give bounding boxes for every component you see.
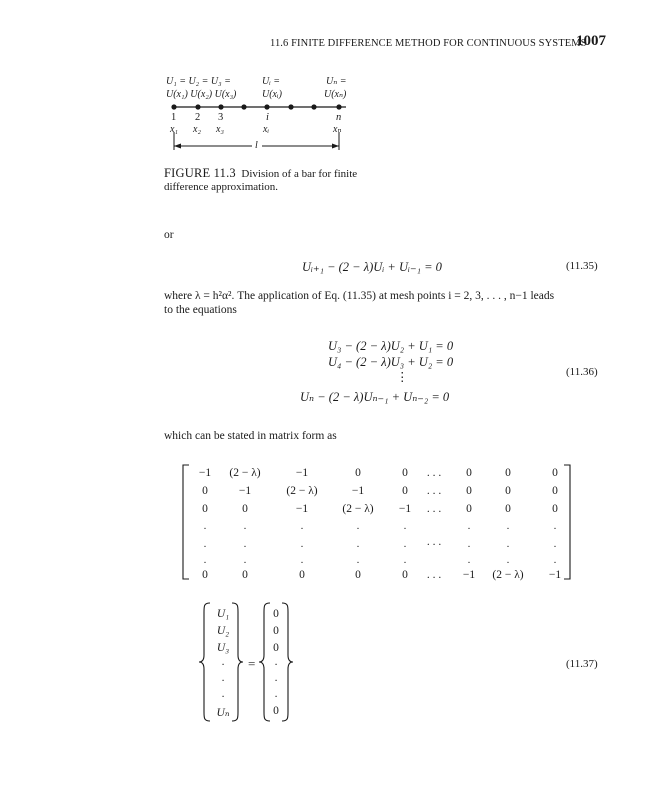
matrix-dot: . bbox=[506, 521, 510, 532]
arrow-left bbox=[174, 144, 181, 149]
matrix-cell: −1 bbox=[295, 503, 309, 515]
figure-caption-text: Division of a bar for finite difference approximation. bbox=[164, 168, 358, 193]
or-text: or bbox=[164, 229, 174, 241]
figure-number: FIGURE 11.3 bbox=[164, 166, 236, 180]
node-x-i: xᵢ bbox=[263, 124, 270, 135]
bar-line-svg bbox=[160, 98, 360, 158]
matrix-dot: . bbox=[553, 539, 557, 550]
equation-number-11-35: (11.35) bbox=[566, 260, 598, 272]
fig-label-top1-c: Uₙ = bbox=[326, 76, 347, 87]
matrix-dot: . bbox=[356, 539, 360, 550]
vector-zero-entry: 0 bbox=[273, 608, 279, 620]
equation-number-11-37: (11.37) bbox=[566, 658, 598, 670]
matrix-dot: . bbox=[300, 539, 304, 550]
matrix-cell: −1 bbox=[198, 467, 212, 479]
matrix-cell: . . . bbox=[426, 503, 442, 515]
page-number: 1007 bbox=[576, 33, 606, 49]
matrix-cell: 0 bbox=[355, 467, 361, 479]
matrix-cell: 0 bbox=[402, 467, 408, 479]
node-number-3: 3 bbox=[218, 112, 224, 123]
fig-label-top2-a: U(x₁) U(x₂) U(x₃) bbox=[166, 89, 237, 100]
matrix-cell: 0 bbox=[552, 503, 558, 515]
matrix-dot: . bbox=[243, 555, 247, 566]
node-x-3: x₃ bbox=[216, 124, 224, 135]
matrix-cell: 0 bbox=[402, 569, 408, 581]
arrow-right bbox=[332, 144, 339, 149]
matrix-dot: . bbox=[203, 539, 207, 550]
vector-u-entry: U₂ bbox=[216, 625, 230, 637]
u-left-brace bbox=[199, 603, 210, 721]
equation-11-36-vdots: ⋮ bbox=[396, 370, 409, 384]
matrix-cell: 0 bbox=[505, 485, 511, 497]
figure-bar-diagram bbox=[0, 0, 645, 160]
matrix-dot: . bbox=[403, 521, 407, 532]
matrix-dot: . bbox=[356, 521, 360, 532]
matrix-dot: . bbox=[300, 521, 304, 532]
node-x-n: xₙ bbox=[333, 124, 342, 135]
matrix-dot: . bbox=[356, 555, 360, 566]
node-7 bbox=[311, 104, 316, 109]
node-4 bbox=[241, 104, 246, 109]
matrix-cell: 0 bbox=[242, 569, 248, 581]
matrix-dot: . bbox=[403, 555, 407, 566]
matrix-cell: −1 bbox=[295, 467, 309, 479]
matrix-cell: 0 bbox=[552, 485, 558, 497]
matrix-cell: 0 bbox=[202, 503, 208, 515]
vector-u-entry: . bbox=[221, 688, 225, 700]
paragraph-where-line2: to the equations bbox=[164, 304, 237, 316]
matrix-cell: −1 bbox=[398, 503, 412, 515]
fig-label-top1-b: Uᵢ = bbox=[262, 76, 281, 87]
equation-11-36-line2: U₄ − (2 − λ)U₃ + U₂ = 0 bbox=[328, 355, 454, 369]
matrix-cell: 0 bbox=[505, 467, 511, 479]
matrix-dot: . bbox=[203, 555, 207, 566]
vector-zero-entry: 0 bbox=[273, 642, 279, 654]
node-1 bbox=[171, 104, 176, 109]
vector-zero-entry: 0 bbox=[273, 705, 279, 717]
node-number-n: n bbox=[336, 112, 342, 123]
matrix-cell: (2 − λ) bbox=[342, 503, 374, 515]
vector-u-entry: U₃ bbox=[216, 642, 230, 654]
vector-zero-entry: . bbox=[274, 656, 278, 668]
running-head: 11.6 FINITE DIFFERENCE METHOD FOR CONTINUOUS SYSTEMS bbox=[270, 38, 587, 49]
matrix-left-bracket bbox=[183, 465, 189, 579]
equation-number-11-36: (11.36) bbox=[566, 366, 598, 378]
matrix-dot: . bbox=[553, 521, 557, 532]
node-3 bbox=[218, 104, 223, 109]
node-number-i: i bbox=[266, 112, 269, 123]
matrix-dot: . bbox=[243, 521, 247, 532]
node-x-1: x₁ bbox=[170, 124, 178, 135]
matrix-cell: . . . bbox=[426, 467, 442, 479]
matrix-cell: −1 bbox=[462, 569, 476, 581]
node-2 bbox=[195, 104, 200, 109]
matrix-cell: 0 bbox=[402, 485, 408, 497]
vector-u-entry: Uₙ bbox=[216, 707, 230, 719]
matrix-cell: 0 bbox=[466, 467, 472, 479]
matrix-dot: . bbox=[553, 555, 557, 566]
matrix-cell: 0 bbox=[202, 485, 208, 497]
matrix-intro-text: which can be stated in matrix form as bbox=[164, 430, 337, 442]
matrix-cell: −1 bbox=[351, 485, 365, 497]
bar-length-label: l bbox=[255, 140, 258, 151]
matrix-dot: . bbox=[203, 521, 207, 532]
vector-zero-entry: . bbox=[274, 688, 278, 700]
matrix-cell: 0 bbox=[505, 503, 511, 515]
node-number-2: 2 bbox=[195, 112, 201, 123]
equation-11-36-line1: U₃ − (2 − λ)U₂ + U₁ = 0 bbox=[328, 339, 454, 353]
matrix-dot: . bbox=[467, 521, 471, 532]
figure-caption bbox=[164, 167, 364, 194]
vector-u-entry: . bbox=[221, 672, 225, 684]
vector-u-entry: . bbox=[221, 656, 225, 668]
vector-u-entry: U₁ bbox=[216, 608, 230, 620]
matrix-cell: . . . bbox=[426, 485, 442, 497]
vector-zero-entry: 0 bbox=[273, 625, 279, 637]
node-x-2: x₂ bbox=[193, 124, 201, 135]
fig-label-top1-a: U₁ = U₂ = U₃ = bbox=[166, 76, 231, 87]
matrix-dot: . bbox=[506, 539, 510, 550]
matrix-dot: . bbox=[506, 555, 510, 566]
matrix-cell: 0 bbox=[299, 569, 305, 581]
equation-11-36-line3: Uₙ − (2 − λ)Uₙ₋₁ + Uₙ₋₂ = 0 bbox=[300, 390, 450, 404]
matrix-cell: (2 − λ) bbox=[492, 569, 524, 581]
matrix-dot: . bbox=[467, 555, 471, 566]
matrix-cell: 0 bbox=[242, 503, 248, 515]
matrix-cell: (2 − λ) bbox=[229, 467, 261, 479]
matrix-cell: . . . bbox=[426, 569, 442, 581]
matrix-cell: (2 − λ) bbox=[286, 485, 318, 497]
node-6 bbox=[288, 104, 293, 109]
matrix-dot: . bbox=[300, 555, 304, 566]
matrix-cell: −1 bbox=[238, 485, 252, 497]
matrix-mid-ellipsis: . . . bbox=[426, 536, 442, 548]
matrix-dot: . bbox=[403, 539, 407, 550]
node-n bbox=[336, 104, 341, 109]
matrix-cell: 0 bbox=[466, 485, 472, 497]
matrix-cell: −1 bbox=[548, 569, 562, 581]
equation-11-35: Uᵢ₊₁ − (2 − λ)Uᵢ + Uᵢ₋₁ = 0 bbox=[302, 260, 442, 274]
fig-label-top2-b: U(xᵢ) bbox=[262, 89, 282, 100]
equals-sign: = bbox=[248, 656, 256, 671]
matrix-cell: 0 bbox=[466, 503, 472, 515]
matrix-cell: 0 bbox=[552, 467, 558, 479]
matrix-cell: 0 bbox=[202, 569, 208, 581]
paragraph-where-line1: where λ = h²α². The application of Eq. (11.35) at mesh points i = 2, 3, . . . , n−1 leads bbox=[164, 290, 555, 302]
fig-label-top2-c: U(xₙ) bbox=[324, 89, 347, 100]
matrix-dot: . bbox=[243, 539, 247, 550]
matrix-dot: . bbox=[467, 539, 471, 550]
node-number-1: 1 bbox=[171, 112, 177, 123]
vector-zero-entry: . bbox=[274, 672, 278, 684]
node-i bbox=[264, 104, 269, 109]
matrix-cell: 0 bbox=[355, 569, 361, 581]
